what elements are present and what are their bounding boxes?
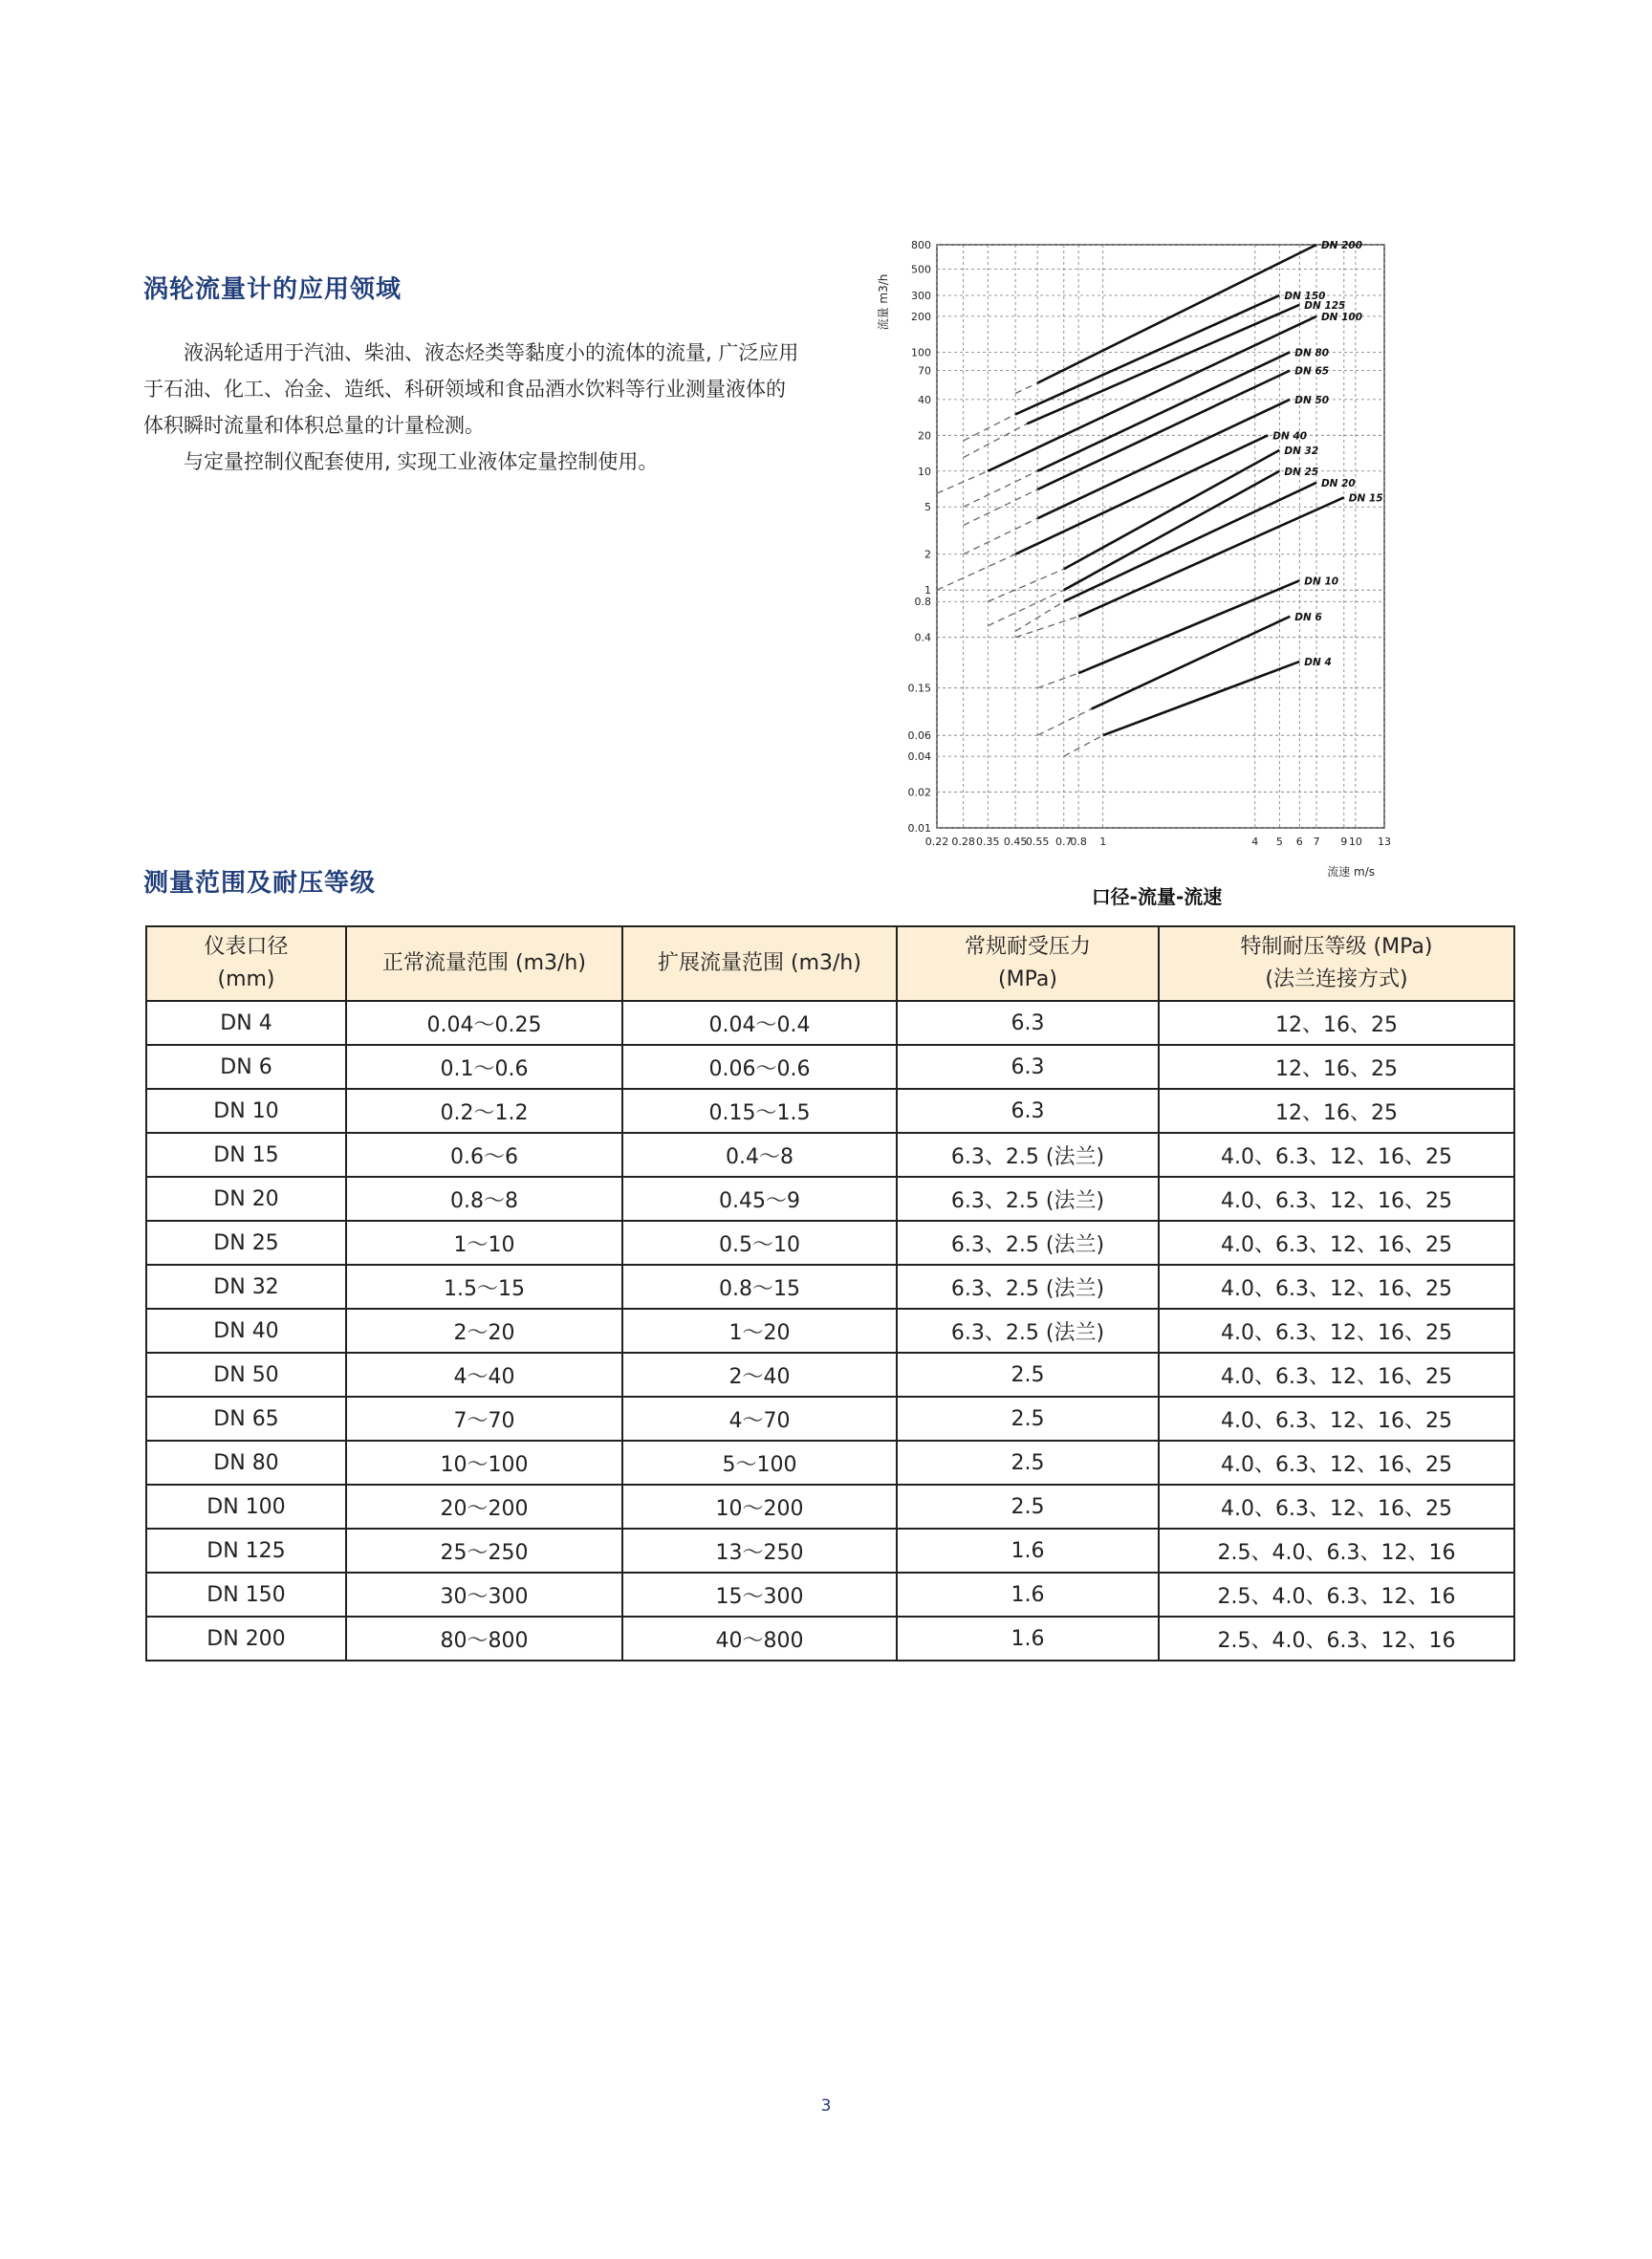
y-tick-label: 70: [918, 364, 931, 378]
table-cell: 6.3: [897, 1045, 1159, 1089]
table-row: [146, 1529, 1514, 1573]
column-header-line: 扩展流量范围 (m3/h): [658, 951, 861, 975]
table-row: [146, 1397, 1514, 1441]
x-tick-label: 13: [1378, 836, 1391, 848]
table-cell: DN 15: [146, 1133, 346, 1177]
table-cell: 12、16、25: [1159, 1089, 1514, 1133]
table-cell: 4.0、6.3、12、16、25: [1159, 1221, 1514, 1265]
column-header: [146, 926, 346, 1001]
y-tick-label: 500: [911, 263, 931, 276]
y-tick-label: 0.06: [907, 729, 931, 743]
page-number: 3: [820, 2096, 832, 2116]
table-row: [146, 1573, 1514, 1617]
table-row: [146, 1617, 1514, 1661]
table-cell: 0.45～9: [622, 1177, 897, 1221]
table-cell: 0.04～0.25: [346, 1001, 622, 1045]
series-label: DN 20: [1320, 477, 1356, 489]
table-cell: 30～300: [346, 1573, 622, 1617]
table-cell: 0.15～1.5: [622, 1089, 897, 1133]
y-axis-label: 流量 m3/h: [877, 273, 890, 331]
series-label: DN 15: [1348, 492, 1383, 505]
diameter-flow-velocity-chart: [860, 220, 1444, 918]
x-tick-label: 10: [1348, 836, 1362, 848]
table-row: [146, 1001, 1514, 1045]
table-cell: 2～20: [346, 1309, 622, 1353]
y-tick-label: 800: [911, 239, 931, 251]
table-header-row: [146, 926, 1514, 1001]
table-cell: 25～250: [346, 1529, 622, 1573]
section-title-range: 测量范围及耐压等级: [143, 869, 377, 898]
table-cell: 4.0、6.3、12、16、25: [1159, 1265, 1514, 1309]
series-label: DN 25: [1284, 466, 1319, 478]
x-tick-label: 0.45: [1003, 836, 1028, 848]
x-tick-label: 0.28: [951, 836, 975, 848]
series-label: DN 40: [1272, 430, 1308, 443]
table-cell: 4.0、6.3、12、16、25: [1159, 1485, 1514, 1529]
table-cell: DN 10: [146, 1089, 346, 1133]
table-cell: 5～100: [622, 1441, 897, 1485]
y-tick-label: 200: [911, 310, 931, 323]
series-label: DN 150: [1284, 290, 1326, 302]
table-cell: DN 125: [146, 1529, 346, 1573]
table-cell: 2.5: [897, 1441, 1159, 1485]
table-cell: 12、16、25: [1159, 1001, 1514, 1045]
table-row: [146, 1265, 1514, 1309]
section-title-application: 涡轮流量计的应用领域: [143, 275, 402, 304]
table-cell: DN 6: [146, 1045, 346, 1089]
table-cell: 4.0、6.3、12、16、25: [1159, 1177, 1514, 1221]
intro-paragraph: 液涡轮适用于汽油、柴油、液态烃类等黏度小的流体的流量, 广泛应用于石油、化工、冶金、造纸、科研领域和食品酒水饮料等行业测量液体的体积瞬时流量和体积总量的计量检测。: [143, 341, 799, 437]
table-cell: 12、16、25: [1159, 1045, 1514, 1089]
table-cell: 80～800: [346, 1617, 622, 1661]
table-cell: 2.5: [897, 1485, 1159, 1529]
table-cell: 6.3: [897, 1001, 1159, 1045]
column-header-line: (法兰连接方式): [1265, 967, 1408, 991]
y-tick-label: 5: [924, 501, 931, 514]
table-cell: 4～70: [622, 1397, 897, 1441]
column-header: [897, 926, 1159, 1001]
series-label: DN 50: [1294, 394, 1330, 406]
x-tick-label: 4: [1251, 836, 1259, 848]
table-cell: 1～10: [346, 1221, 622, 1265]
table-cell: 1.6: [897, 1529, 1159, 1573]
table-row: [146, 1177, 1514, 1221]
table-row: [146, 1045, 1514, 1089]
column-header: [622, 926, 897, 1001]
series-label: DN 80: [1294, 347, 1330, 359]
table-cell: 0.1～0.6: [346, 1045, 622, 1089]
y-tick-label: 0.01: [907, 822, 931, 835]
table-cell: 2～40: [622, 1353, 897, 1397]
table-cell: 1.6: [897, 1617, 1159, 1661]
chart-caption: 口径-流量-流速: [1091, 885, 1223, 908]
table-cell: 7～70: [346, 1397, 622, 1441]
table-cell: 1～20: [622, 1309, 897, 1353]
table-cell: 2.5、4.0、6.3、12、16: [1159, 1529, 1514, 1573]
y-tick-label: 1: [924, 584, 931, 597]
table-cell: 0.8～15: [622, 1265, 897, 1309]
table-cell: 2.5、4.0、6.3、12、16: [1159, 1617, 1514, 1661]
table-cell: 6.3、2.5 (法兰): [897, 1177, 1159, 1221]
intro-text: [143, 335, 803, 480]
series-label: DN 6: [1294, 611, 1322, 623]
y-tick-label: 0.15: [907, 682, 931, 695]
table-cell: 4.0、6.3、12、16、25: [1159, 1133, 1514, 1177]
y-tick-label: 40: [918, 393, 931, 406]
table-cell: DN 32: [146, 1265, 346, 1309]
table-cell: 0.06～0.6: [622, 1045, 897, 1089]
column-header-line: 常规耐受压力: [964, 935, 1091, 959]
x-tick-label: 0.55: [1025, 836, 1050, 848]
x-tick-label: 1: [1099, 836, 1107, 848]
series-label: DN 125: [1304, 299, 1346, 312]
table-cell: 10～200: [622, 1485, 897, 1529]
x-tick-label: 0.7: [1055, 836, 1073, 848]
table-cell: 0.04～0.4: [622, 1001, 897, 1045]
series-label: DN 200: [1320, 240, 1363, 251]
table-row: [146, 1309, 1514, 1353]
column-header-line: (mm): [217, 967, 275, 991]
spec-table: [145, 925, 1515, 1662]
table-cell: 0.8～8: [346, 1177, 622, 1221]
table-cell: DN 80: [146, 1441, 346, 1485]
x-tick-label: 0.35: [976, 836, 1000, 848]
x-tick-label: 7: [1313, 836, 1320, 848]
table-cell: 6.3、2.5 (法兰): [897, 1133, 1159, 1177]
table-cell: 13～250: [622, 1529, 897, 1573]
x-tick-label: 5: [1275, 836, 1283, 848]
table-row: [146, 1221, 1514, 1265]
x-tick-label: 6: [1295, 836, 1303, 848]
table-cell: DN 200: [146, 1617, 346, 1661]
table-row: [146, 1485, 1514, 1529]
chart-svg: [860, 220, 1444, 918]
y-tick-label: 0.02: [907, 786, 931, 799]
intro-paragraph: 与定量控制仪配套使用, 实现工业液体定量控制使用。: [184, 450, 659, 473]
table-cell: DN 40: [146, 1309, 346, 1353]
table-cell: 1.5～15: [346, 1265, 622, 1309]
series-label: DN 100: [1320, 311, 1363, 323]
x-tick-label: 0.22: [924, 836, 949, 848]
y-tick-label: 20: [918, 429, 931, 443]
table-cell: 4.0、6.3、12、16、25: [1159, 1397, 1514, 1441]
y-tick-label: 2: [924, 548, 931, 561]
series-label: DN 32: [1284, 445, 1319, 457]
table-cell: 4.0、6.3、12、16、25: [1159, 1441, 1514, 1485]
table-cell: DN 100: [146, 1485, 346, 1529]
column-header: [346, 926, 622, 1001]
y-tick-label: 300: [911, 289, 931, 302]
x-axis-label: 流速 m/s: [1327, 865, 1375, 879]
column-header: [1159, 926, 1514, 1001]
table-cell: 20～200: [346, 1485, 622, 1529]
table-cell: 2.5: [897, 1353, 1159, 1397]
table-row: [146, 1353, 1514, 1397]
table-cell: DN 4: [146, 1001, 346, 1045]
table-row: [146, 1133, 1514, 1177]
table-cell: 6.3、2.5 (法兰): [897, 1309, 1159, 1353]
table-cell: 0.6～6: [346, 1133, 622, 1177]
series-label: DN 10: [1304, 576, 1339, 588]
table-cell: 15～300: [622, 1573, 897, 1617]
table-cell: DN 150: [146, 1573, 346, 1617]
table-cell: 4～40: [346, 1353, 622, 1397]
column-header-line: 正常流量范围 (m3/h): [382, 951, 586, 975]
table-cell: 40～800: [622, 1617, 897, 1661]
table-cell: 0.2～1.2: [346, 1089, 622, 1133]
table-row: [146, 1441, 1514, 1485]
table-cell: DN 25: [146, 1221, 346, 1265]
table-cell: DN 20: [146, 1177, 346, 1221]
y-tick-label: 10: [918, 465, 931, 478]
table-cell: 2.5: [897, 1397, 1159, 1441]
table-cell: 6.3、2.5 (法兰): [897, 1221, 1159, 1265]
column-header-line: 仪表口径: [204, 935, 289, 959]
y-tick-label: 0.04: [907, 750, 931, 764]
table-cell: 0.4～8: [622, 1133, 897, 1177]
table-cell: 6.3、2.5 (法兰): [897, 1265, 1159, 1309]
series-label: DN 4: [1304, 657, 1332, 669]
y-tick-label: 0.8: [914, 596, 931, 609]
x-tick-label: 9: [1340, 836, 1348, 848]
table-cell: 4.0、6.3、12、16、25: [1159, 1353, 1514, 1397]
table-cell: 1.6: [897, 1573, 1159, 1617]
table-cell: 6.3: [897, 1089, 1159, 1133]
table-cell: 10～100: [346, 1441, 622, 1485]
column-header-line: 特制耐压等级 (MPa): [1240, 935, 1433, 959]
table-cell: 2.5、4.0、6.3、12、16: [1159, 1573, 1514, 1617]
table-row: [146, 1089, 1514, 1133]
column-header-line: (MPa): [998, 967, 1057, 991]
x-tick-label: 0.8: [1070, 836, 1087, 848]
table-cell: 0.5～10: [622, 1221, 897, 1265]
table-cell: DN 65: [146, 1397, 346, 1441]
table-cell: DN 50: [146, 1353, 346, 1397]
table-cell: 4.0、6.3、12、16、25: [1159, 1309, 1514, 1353]
y-tick-label: 0.4: [914, 631, 931, 644]
y-tick-label: 100: [911, 346, 931, 359]
series-label: DN 65: [1294, 365, 1330, 378]
